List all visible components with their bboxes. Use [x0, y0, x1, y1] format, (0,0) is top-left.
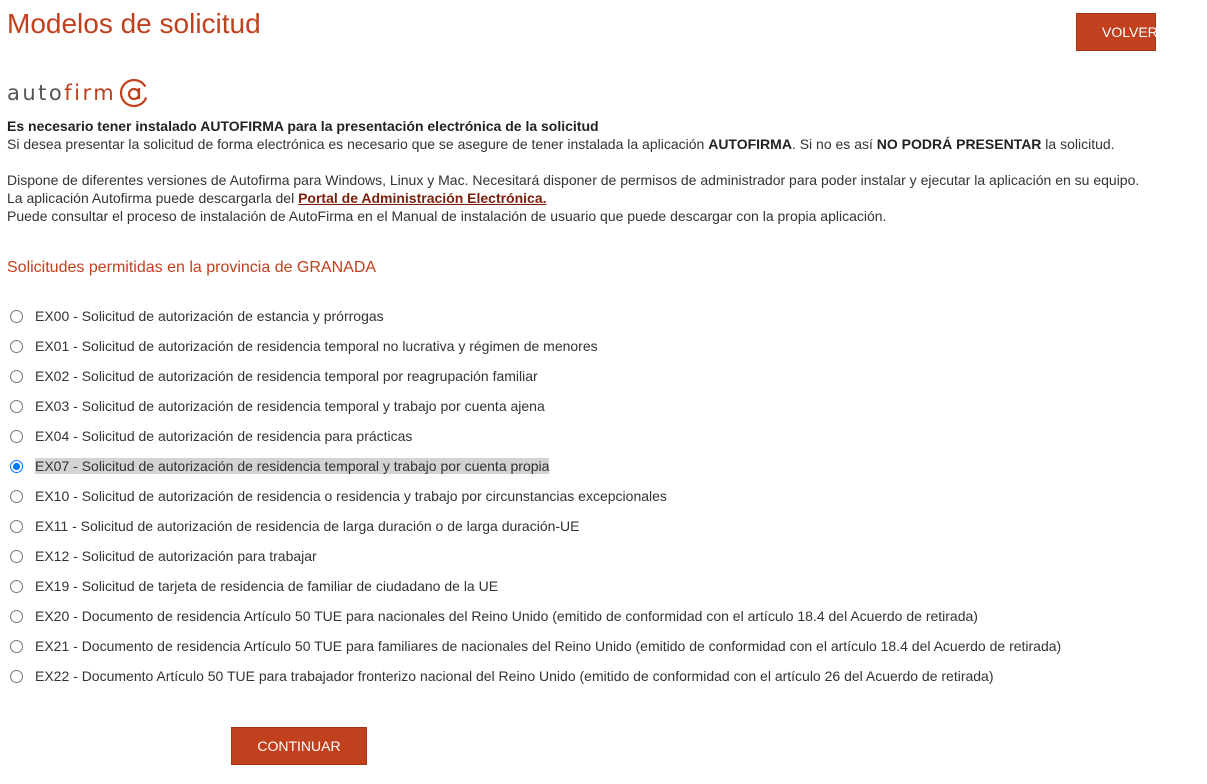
option-label[interactable]: EX01 - Solicitud de autorización de residencia temporal no lucrativa y régimen de menores: [35, 338, 598, 354]
option-label[interactable]: EX03 - Solicitud de autorización de residencia temporal y trabajo por cuenta ajena: [35, 398, 545, 414]
portal-administracion-link[interactable]: Portal de Administración Electrónica.: [298, 190, 547, 206]
option-label[interactable]: EX19 - Solicitud de tarjeta de residencia de familiar de ciudadano de la UE: [35, 578, 499, 594]
radio-button[interactable]: [10, 370, 23, 383]
continue-button[interactable]: CONTINUAR: [231, 727, 367, 765]
radio-button[interactable]: [10, 610, 23, 623]
request-option[interactable]: [10, 661, 1061, 691]
option-label[interactable]: EX07 - Solicitud de autorización de residencia temporal y trabajo por cuenta propia: [35, 458, 550, 474]
radio-button[interactable]: [10, 520, 23, 533]
radio-button[interactable]: [10, 580, 23, 593]
request-option[interactable]: [10, 631, 1061, 661]
option-label[interactable]: EX21 - Documento de residencia Artículo 50 TUE para familiares de nacionales del Reino Unido (emitido de conformidad con el artículo 18.4 del Acuerdo de retirada): [35, 638, 1062, 654]
option-label[interactable]: EX22 - Documento Artículo 50 TUE para trabajador fronterizo nacional del Reino Unido (emitido de conformidad con el artículo 26 del Acuerdo de retirada): [35, 668, 994, 684]
radio-button[interactable]: [10, 310, 23, 323]
request-option[interactable]: [10, 391, 1061, 421]
autofirma-at-icon: [118, 77, 150, 109]
request-option[interactable]: [10, 571, 1061, 601]
radio-button[interactable]: [10, 340, 23, 353]
option-label[interactable]: EX00 - Solicitud de autorización de estancia y prórrogas: [35, 308, 384, 324]
option-label[interactable]: EX20 - Documento de residencia Artículo 50 TUE para nacionales del Reino Unido (emitido de conformidad con el artículo 18.4 del Acuerdo de retirada): [35, 608, 978, 624]
radio-button[interactable]: [10, 640, 23, 653]
back-button[interactable]: VOLVER: [1076, 13, 1156, 51]
request-option[interactable]: [10, 481, 1061, 511]
page-title: Modelos de solicitud: [7, 8, 261, 39]
request-option[interactable]: [10, 361, 1061, 391]
request-option[interactable]: [10, 301, 1061, 331]
radio-button[interactable]: [10, 670, 23, 683]
option-label[interactable]: EX11 - Solicitud de autorización de residencia de larga duración o de larga duración-UE: [35, 518, 580, 534]
autofirma-info: [7, 117, 1207, 225]
autofirma-manual-text: Puede consultar el proceso de instalación de AutoFirma en el Manual de instalación de usuario que puede descargar con la propia aplicación.: [7, 208, 887, 224]
radio-button[interactable]: [10, 460, 23, 473]
request-option[interactable]: [10, 541, 1061, 571]
option-label[interactable]: EX10 - Solicitud de autorización de residencia o residencia y trabajo por circunstancias excepcionales: [35, 488, 667, 504]
svg-text:@: @: [118, 77, 120, 78]
autofirma-required-notice: Es necesario tener instalado AUTOFIRMA para la presentación electrónica de la solicitud: [7, 118, 599, 134]
autofirma-warning: Si desea presentar la solicitud de forma electrónica es necesario que se asegure de tener instalada la aplicación AUTOFIRMA. Si no es así NO PODRÁ PRESENTAR la solicitud.: [7, 136, 1115, 152]
radio-button[interactable]: [10, 430, 23, 443]
request-option[interactable]: [10, 421, 1061, 451]
radio-button[interactable]: [10, 550, 23, 563]
autofirma-versions-text: Dispone de diferentes versiones de Autofirma para Windows, Linux y Mac. Necesitará disponer de permisos de administrador para poder instalar y ejecutar la aplicación en su equipo.: [7, 172, 1140, 188]
autofirma-logo: [7, 76, 150, 110]
autofirma-logo-text: autofirm: [7, 81, 117, 105]
request-option[interactable]: [10, 511, 1061, 541]
radio-button[interactable]: [10, 490, 23, 503]
request-options-list: [10, 301, 1061, 691]
option-label[interactable]: EX02 - Solicitud de autorización de residencia temporal por reagrupación familiar: [35, 368, 538, 384]
option-label[interactable]: EX04 - Solicitud de autorización de residencia para prácticas: [35, 428, 413, 444]
option-label[interactable]: EX12 - Solicitud de autorización para trabajar: [35, 548, 317, 564]
request-option[interactable]: [10, 331, 1061, 361]
section-title: Solicitudes permitidas en la provincia de GRANADA: [7, 259, 377, 276]
autofirma-download-text: La aplicación Autofirma puede descargarla del Portal de Administración Electrónica.: [7, 190, 547, 206]
request-option[interactable]: [10, 601, 1061, 631]
radio-button[interactable]: [10, 400, 23, 413]
request-option[interactable]: [10, 451, 1061, 481]
